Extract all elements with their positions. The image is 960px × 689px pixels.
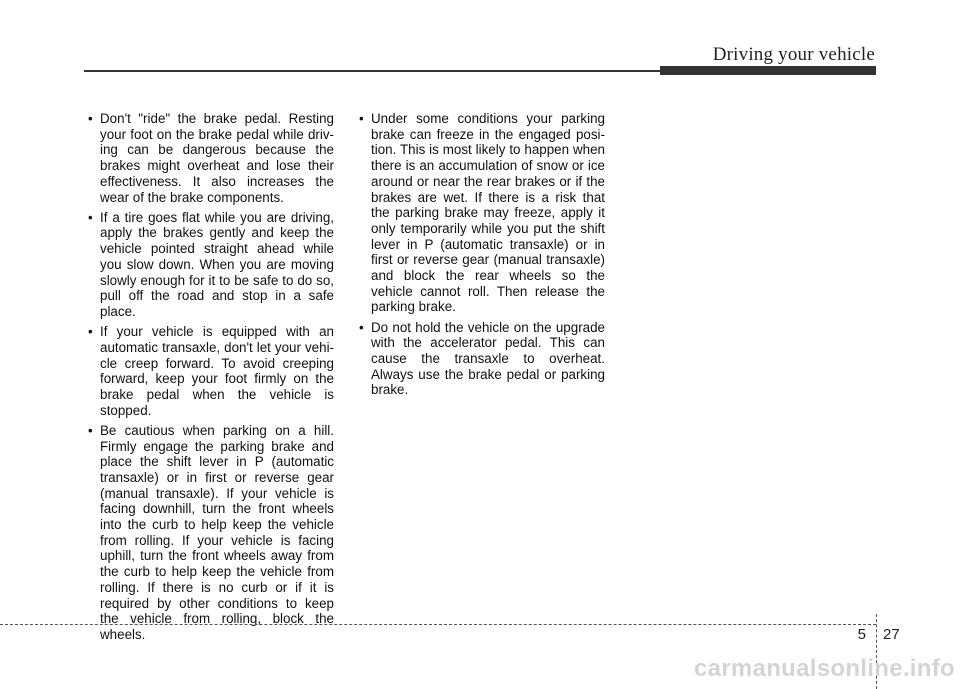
right-column (355, 111, 605, 403)
bullet-icon: • (88, 422, 93, 438)
bullet-text: Do not hold the vehicle on the upgrade with the accelerator pedal. This can cause the transaxle to overheat. Always use the brake pedal or parking brake. (371, 319, 605, 398)
bullet-item (355, 320, 605, 399)
watermark: carmanualsonline.info (693, 655, 955, 682)
bullet-icon: • (359, 111, 364, 126)
bullet-item (355, 111, 605, 315)
bullet-icon: • (359, 319, 364, 335)
header-rule-thick (660, 66, 876, 75)
bullet-text: If a tire goes flat while you are driving, apply the brakes gently and keep the vehicle pointed straight ahead while you slow down. When you are moving slowly enough for it to be safe to do so, pull off the road and stop in a safe place. (100, 209, 334, 319)
bullet-text: Don't "ride" the brake pedal. Resting your foot on the brake pedal while driv-ing can be dangerous because the brakes might overheat and lose their effectiveness. It also increases the wear of the brake components. (100, 111, 334, 205)
bullet-text: Under some conditions your parking brake can freeze in the engaged posi-tion. This is most likely to happen when there is an accumulation of snow or ice around or near the rear brakes or if the brakes are wet. If there is a risk that the parking brake may freeze, apply it only temporarily while you put the shift lever in P (automatic transaxle) or in first or reverse gear (manual transaxle) and block the rear wheels so the vehicle cannot roll. Then release the parking brake. (371, 111, 605, 315)
page-number: 27 (883, 626, 900, 643)
header-rule-thin (84, 70, 660, 72)
bullet-item (84, 324, 334, 418)
bullet-icon: • (88, 111, 93, 126)
bullet-item (84, 111, 334, 205)
bullet-text: If your vehicle is equipped with an automatic transaxle, don't let your vehi-cle creep forward. To avoid creeping forward, keep your foot firmly on the brake pedal when the vehicle is stopped. (100, 324, 334, 418)
bullet-text: Be cautious when parking on a hill. Firmly engage the parking brake and place the shift lever in P (automatic transaxle) or in first or reverse gear (manual transaxle). If your vehicle is facing downhill, turn the front wheels into the curb to help keep the vehicle from rolling. If your vehicle is facing uphill, turn the front wheels away from the curb to help keep the vehicle from rolling. If there is no curb or if it is required by other conditions to keep the vehicle from rolling, block the wheels. (100, 422, 334, 642)
footer-rule (0, 624, 876, 625)
bullet-item (84, 423, 334, 643)
section-title: Driving your vehicle (712, 44, 875, 65)
left-column (84, 111, 334, 647)
bullet-icon: • (88, 209, 93, 225)
chapter-number: 5 (857, 626, 866, 643)
bullet-icon: • (88, 324, 93, 340)
bullet-item (84, 210, 334, 320)
